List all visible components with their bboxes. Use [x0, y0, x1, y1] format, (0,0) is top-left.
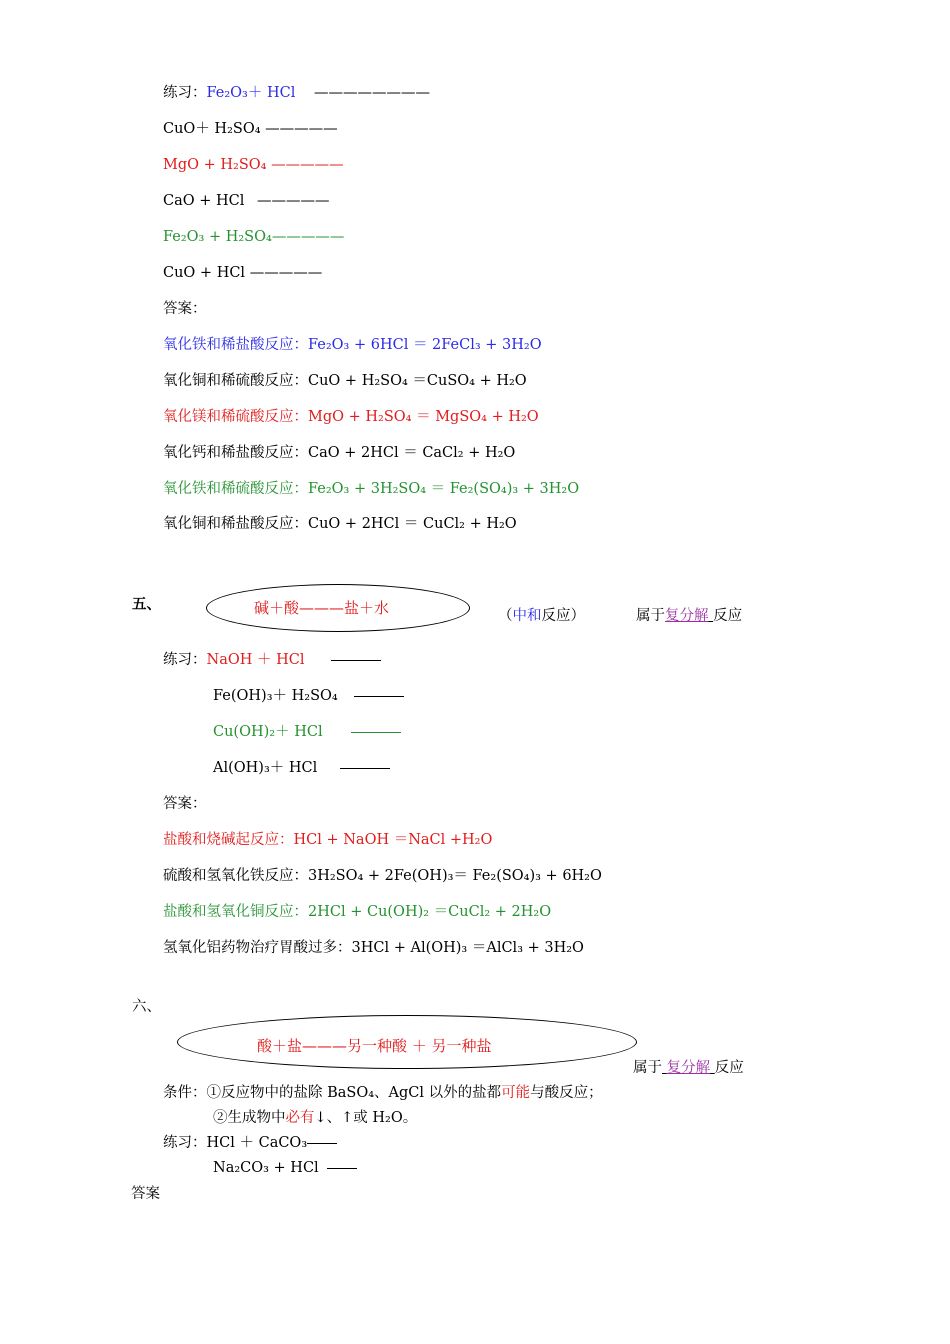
blank-dash: —————: [271, 229, 345, 245]
reaction-equation: CuO + H₂SO₄ ＝CuSO₄ + H₂O: [308, 373, 527, 389]
section5-number: 五、: [132, 597, 161, 613]
blank-line: [340, 768, 390, 769]
section5-paren: （中和反应）: [498, 608, 585, 624]
practice1-row-1: [163, 84, 430, 102]
section6-belongs: 属于 复分解 反应: [633, 1060, 744, 1076]
reaction-equation: Fe₂O₃ + 6HCl ＝ 2FeCl₃ + 3H₂O: [308, 337, 542, 353]
practice-label: 练习：: [163, 1135, 207, 1151]
practice1-row-3: [163, 156, 344, 174]
condition-1: 条件：①反应物中的盐除 BaSO₄、AgCl 以外的盐都可能与酸反应；: [163, 1085, 603, 1101]
answers2-label: 答案：: [163, 796, 207, 812]
practice-label: 练习：: [163, 85, 207, 101]
answer2-row-2: [163, 867, 602, 885]
reaction-name: 氧化铜和稀盐酸反应：: [163, 516, 308, 532]
practice-equation: NaOH ＋ HCl: [206, 652, 305, 668]
section6-answer-label: 答案: [131, 1186, 160, 1202]
reaction-equation: CaO + 2HCl ＝ CaCl₂ + H₂O: [308, 445, 516, 461]
practice-equation: Fe(OH)₃＋ H₂SO₄: [213, 688, 338, 704]
reaction-name: 氧化铜和稀硫酸反应：: [163, 373, 308, 389]
condition-2: ②生成物中必有↓、↑或 H₂O。: [213, 1110, 418, 1126]
reaction-equation: 2HCl + Cu(OH)₂ ＝CuCl₂ + 2H₂O: [308, 904, 552, 920]
answer1-row-5: [163, 480, 579, 498]
answer1-row-3: [163, 408, 539, 426]
reaction-equation: MgO + H₂SO₄ ＝ MgSO₄ + H₂O: [308, 409, 539, 425]
practice1-row-4: [163, 192, 329, 210]
reaction-name: 盐酸和氢氧化铜反应：: [163, 904, 308, 920]
blank-line: [307, 1143, 337, 1144]
practice1-row-2: [163, 120, 338, 138]
answer1-row-1: [163, 336, 542, 354]
practice1-row-5: [163, 228, 344, 246]
reaction-name: 硫酸和氢氧化铁反应：: [163, 868, 308, 884]
practice-equation: Fe₂O₃＋ HCl: [206, 85, 296, 101]
blank-line: [354, 696, 404, 697]
practice2-row-4: [213, 759, 390, 777]
section6-formula: 酸＋盐———另一种酸 ＋ 另一种盐: [257, 1037, 492, 1055]
double-decomposition-link[interactable]: 复分解: [665, 608, 709, 624]
blank-dash: —————: [265, 121, 338, 137]
neutralization-keyword: 中和: [512, 608, 542, 624]
section6-practice-row-2: [213, 1159, 357, 1177]
practice2-row-3: [213, 723, 401, 741]
answer2-row-3: [163, 903, 551, 921]
practice-equation: Al(OH)₃＋ HCl: [213, 760, 318, 776]
practice-equation: CaO + HCl: [163, 193, 245, 209]
section5-belongs: 属于复分解 反应: [636, 608, 743, 624]
condition-label: 条件：: [163, 1085, 207, 1101]
blank-line: [351, 732, 401, 733]
blank-dash: —————: [256, 193, 330, 209]
reaction-name: 氧化镁和稀硫酸反应：: [163, 409, 308, 425]
practice-equation: HCl ＋ CaCO₃: [206, 1135, 308, 1151]
answer1-row-2: [163, 372, 527, 390]
answer1-row-4: [163, 444, 515, 462]
condition-emphasis: 可能: [501, 1085, 531, 1101]
reaction-name: 氧化钙和稀盐酸反应：: [163, 445, 308, 461]
condition-emphasis: 必有: [285, 1110, 315, 1126]
reaction-name: 氧化铁和稀盐酸反应：: [163, 337, 308, 353]
section6-practice-row-1: [163, 1134, 337, 1152]
reaction-name: 氧化铁和稀硫酸反应：: [163, 481, 308, 497]
practice-equation: CuO＋ H₂SO₄: [163, 121, 261, 137]
answer2-row-4: [163, 939, 584, 957]
answer1-row-6: [163, 515, 517, 533]
practice-equation: Na₂CO₃ + HCl: [213, 1160, 319, 1176]
blank-line: [327, 1168, 357, 1169]
reaction-equation: CuO + 2HCl ＝ CuCl₂ + H₂O: [308, 516, 517, 532]
blank-dash: ————————: [313, 85, 430, 101]
double-decomposition-link[interactable]: 复分解: [666, 1060, 711, 1076]
reaction-equation: 3H₂SO₄ + 2Fe(OH)₃＝ Fe₂(SO₄)₃ + 6H₂O: [308, 868, 602, 884]
answer2-row-1: [163, 831, 492, 849]
practice-equation: CuO + HCl: [163, 265, 246, 281]
answers1-label: 答案：: [163, 301, 207, 317]
practice2-row-1: [163, 651, 381, 669]
practice-equation: Cu(OH)₂＋ HCl: [213, 724, 323, 740]
practice1-row-6: [163, 264, 322, 282]
blank-line: [331, 660, 381, 661]
practice-equation: MgO + H₂SO₄: [163, 157, 267, 173]
practice2-row-2: [213, 687, 404, 705]
reaction-equation: HCl + NaOH ＝NaCl +H₂O: [293, 832, 493, 848]
blank-dash: —————: [249, 265, 323, 281]
section6-number: 六、: [132, 999, 161, 1015]
reaction-name: 盐酸和烧碱起反应：: [163, 832, 294, 848]
section5-formula: 碱＋酸———盐＋水: [254, 599, 390, 617]
practice-equation: Fe₂O₃ + H₂SO₄: [163, 229, 272, 245]
reaction-equation: Fe₂O₃ + 3H₂SO₄ ＝ Fe₂(SO₄)₃ + 3H₂O: [308, 481, 580, 497]
blank-dash: —————: [271, 157, 344, 173]
practice-label: 练习：: [163, 652, 207, 668]
reaction-equation: 3HCl + Al(OH)₃ ＝AlCl₃ + 3H₂O: [351, 940, 584, 956]
reaction-name: 氢氧化铝药物治疗胃酸过多：: [163, 940, 352, 956]
